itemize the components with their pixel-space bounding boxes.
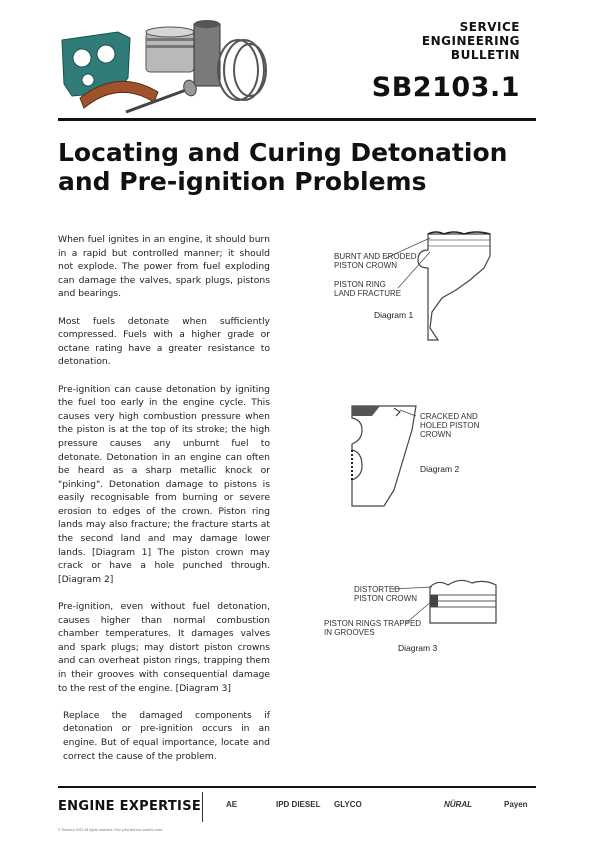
diagram-3-label: IN GROOVES — [324, 628, 375, 637]
diagram-2 — [320, 400, 500, 510]
nural-logo: NÜRAL — [444, 800, 472, 809]
glyco-logo: GLYCO — [334, 800, 362, 809]
paragraph: When fuel ignites in an engine, it should burn in a rapid but controlled manner; it should not explode. The power from fuel exploding can damage the valves, spark plugs, pistons and bearings. — [58, 234, 270, 300]
brand-name: ENGINE EXPERTISE — [58, 799, 202, 814]
bulletin-label-line: BULLETIN — [450, 48, 520, 62]
diagram-1 — [320, 228, 500, 348]
diagram-1-label: PISTON CROWN — [334, 261, 397, 270]
diagram-1-label: LAND FRACTURE — [334, 289, 402, 298]
diagram-1-caption: Diagram 1 — [374, 310, 414, 320]
footer — [58, 790, 536, 822]
body-text — [58, 233, 270, 777]
liner-image — [194, 20, 220, 86]
piston-rings-image — [218, 40, 266, 100]
footer-separator — [202, 792, 203, 822]
bulletin-label-line: SERVICE — [459, 20, 520, 34]
diagram-2-label: HOLED PISTON CROWN — [420, 421, 480, 439]
diagram-3-label: PISTON RINGS TRAPPED — [324, 619, 422, 628]
title-line: and Pre-ignition Problems — [58, 167, 427, 196]
paragraph: Replace the damaged components if detonation or pre-ignition occurs in an engine. But of equal importance, locate and correct the cause of the problem. — [63, 709, 270, 762]
paragraph: Most fuels detonate when sufficiently compressed. Fuels with a higher grade or octane rating have a greater resistance to detonation. — [58, 315, 270, 368]
diagram-3-label: PISTON CROWN — [354, 594, 417, 603]
footer-fine-print: © Tenneco 2021 All rights reserved. Fine print text too small to read — [58, 828, 163, 832]
ipd-logo: IPD DIESEL — [276, 800, 321, 809]
diagram-1-label: PISTON RING — [334, 280, 386, 289]
piston-image — [146, 27, 194, 72]
diagram-2-caption: Diagram 2 — [420, 464, 460, 474]
diagram-3-caption: Diagram 3 — [398, 643, 438, 653]
ae-logo: AE — [226, 800, 238, 809]
diagram-1-label: BURNT AND ERODED — [334, 252, 417, 261]
page-title — [58, 138, 536, 196]
bulletin-label-line: ENGINEERING — [421, 34, 520, 48]
header-divider — [58, 118, 536, 121]
bulletin-label — [360, 20, 520, 62]
paragraph: Pre-ignition, even without fuel detonation, causes higher than normal combustion chamber temperatures. It damages valves and spark plugs; may distort piston crowns and can overheat piston rings, trapping them in their grooves with consequential damage to the rest of the engine. [Diagram 3] — [58, 601, 270, 694]
footer-divider — [58, 786, 536, 788]
title-line: Locating and Curing Detonation — [58, 138, 508, 167]
payen-logo: Payen — [504, 800, 528, 809]
header-product-image — [58, 18, 268, 118]
diagram-3 — [320, 573, 500, 663]
diagram-3-label: DISTORTED — [354, 585, 400, 594]
paragraph: Pre-ignition can cause detonation by igniting the fuel too early in the engine cycle. This causes very high combustion pressure when the piston is at the top of its stroke; the high pressure causes any unburnt fuel to detonate. Detonation in an engine can often be heard as a sharp metallic knock or "pinking". Detonation damage to pistons is easily recognisable from burning or severe erosion to edges of the crown. Piston ring lands may also fracture; the fracture starts at the second land and may damage lower lands. [Diagram 1] The piston crown may crack or have a hole punched through. [Diagram 2] — [58, 383, 270, 585]
diagram-2-label: CRACKED AND — [420, 412, 478, 421]
bulletin-number: SB2103.1 — [371, 72, 520, 103]
